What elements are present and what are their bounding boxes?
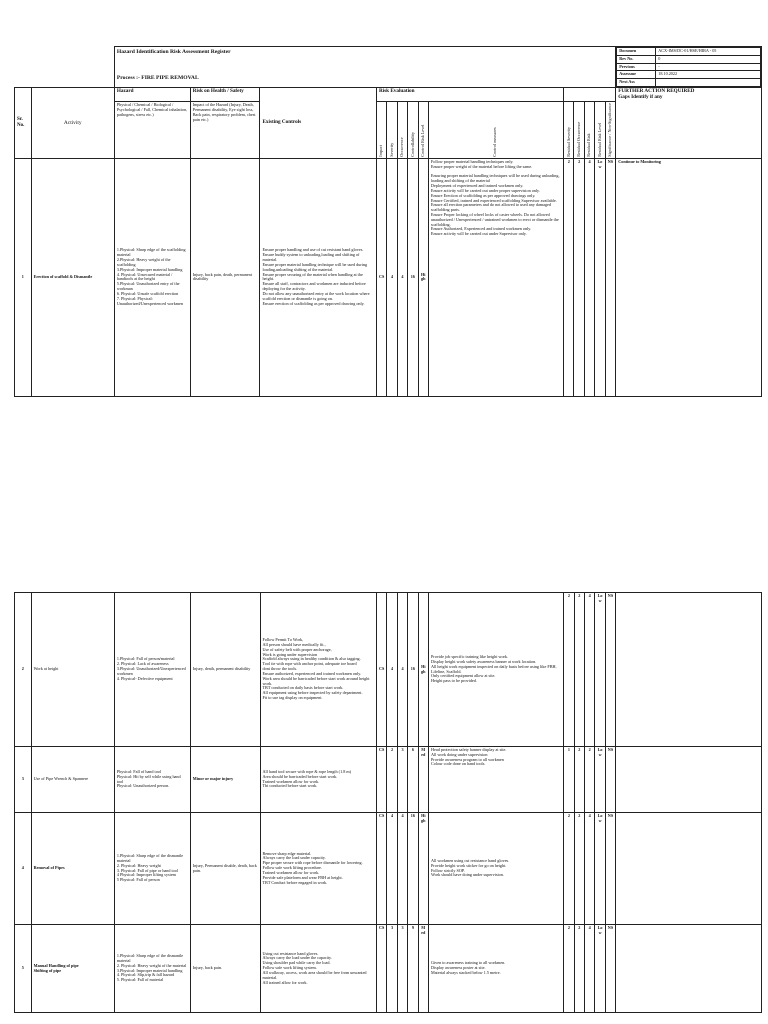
row-activity: Manual Handling of pipe Shifting of pipe <box>31 925 114 1013</box>
table-row <box>15 158 762 396</box>
row-severity: 4 <box>387 813 397 925</box>
row-occurrence: 3 <box>397 925 407 1013</box>
register-table-page-1 <box>14 46 762 397</box>
meta-key: Documen <box>617 48 656 56</box>
col-header-control-risk-level: Control Risk Level <box>418 102 428 159</box>
row-risk-level: High <box>418 813 428 925</box>
register-page-1 <box>14 46 762 397</box>
row-control-measures: Head protection safety banner display at site. All work doing under supervision Provide awareness program to all workmen Colour code done on hand tools. <box>428 747 563 813</box>
meta-key: Previous <box>617 63 656 71</box>
row-controllability: 9 <box>408 925 418 1013</box>
row-further-action <box>616 593 762 747</box>
row-controllability: 16 <box>408 158 418 396</box>
col-header-controllability: Controllability <box>408 102 418 159</box>
row-hazard: 1.Physical: Fall of person/material 2. Physical: Lack of awareness 3.Physical: Unauthorized/Unexperienced workmen 4. Physical- Defective equipment <box>114 593 190 747</box>
row-sr-no: 3 <box>15 747 32 813</box>
row-residual-severity: 2 <box>564 925 574 1013</box>
meta-value: - <box>656 63 761 71</box>
col-header-occurrence: Occurrence <box>397 102 407 159</box>
row-risk-level: Med <box>418 925 428 1013</box>
row-existing-controls: Remove sharp edge material. Always carry the load under capacity. Pipe proper secure with rope before dismantle for lowering. Follow safe work lifting procedure. Trained workmen allow for work. Provide safe plateform and wear FBH at height. TBT Conduct before engaged in work. <box>260 813 377 925</box>
row-occurrence: 3 <box>397 747 407 813</box>
col-header-severity: Severity <box>387 102 397 159</box>
row-occurrence: 4 <box>397 593 407 747</box>
process-name: Process :- FIRE PIPE REMOVAL <box>116 75 199 82</box>
row-risk: Injury, Permanent disable, death, back pain. <box>190 813 260 925</box>
row-risk-level: Med <box>418 747 428 813</box>
register-page-2 <box>14 592 762 1013</box>
col-header-existing-controls: Existing Controls <box>260 88 376 159</box>
row-residual-risk: 2 <box>585 747 595 813</box>
row-activity: Use of Pipe Wrench & Spannere <box>31 747 114 813</box>
row-residual-risk-level: Low <box>595 813 605 925</box>
row-severity: 4 <box>387 593 397 747</box>
row-residual-risk: 4 <box>584 158 594 396</box>
further-action-sublabel: Gaps Identify if any <box>618 94 663 101</box>
col-header-residual-risk-level: Residual Risk Level <box>595 102 605 159</box>
col-header-risk-evaluation: Risk Evaluation <box>376 88 563 102</box>
meta-key: Rev No. <box>617 55 656 63</box>
row-residual-risk-level: Low <box>595 747 605 813</box>
row-residual-risk-level: Low <box>595 158 605 396</box>
further-action-label: FURTHER ACTION REQUIRED <box>618 88 695 95</box>
row-controllability: 16 <box>408 813 418 925</box>
row-control-measures: Given to awareness training to all workmen. Display awareness poster at site. Material always stacked below 1.5 metre. <box>428 925 563 1013</box>
meta-key: Next Ass <box>617 79 656 87</box>
row-residual-risk-level: Low <box>595 593 605 747</box>
table-row <box>15 747 762 813</box>
row-sr-no: 5 <box>15 925 32 1013</box>
row-risk: Injury, death, permanent disability <box>190 593 260 747</box>
row-existing-controls: Using cut resistance hand gloves. Always carry the load under the capacity. Using shoulder pad while carry the load. Follow safe work lifting system. All walkway, access, work area should be free from unwanted material. All trained allow for work. <box>260 925 377 1013</box>
row-severity: 4 <box>387 158 397 396</box>
row-residual-occurrence: 2 <box>574 925 584 1013</box>
col-header-significance: Significance / Non-Significance <box>605 102 616 159</box>
row-further-action: Continue to Monitoring <box>616 158 762 396</box>
row-significance: NS <box>605 925 615 1013</box>
row-existing-controls: Follow Permit To Work, All person should have medically fit., Use of safety belt with proper anchorage, Work is going under supervision Scaffold always using in healthy condition & also tagging. Tool tie with rope with anchor point, adequate toe board dont throw the tools. Ensure authorized, experienced and trained workmen only. Work area should be barricaded before start work around height work. TBT conducted on daily basis before start work. All equipment using before inspected by safety department. Fit to use tag display on equipment. <box>260 593 377 747</box>
row-impact: CS <box>377 747 387 813</box>
col-header-control-measures: Control measures <box>428 102 563 159</box>
row-residual-risk: 4 <box>585 925 595 1013</box>
row-residual-occurrence: 2 <box>574 158 584 396</box>
meta-value: 0 <box>656 55 761 63</box>
col-header-sr-no: Sr. No. <box>15 88 32 159</box>
col-header-residual-severity: Residual Severity <box>564 102 574 159</box>
row-controllability: 6 <box>408 747 418 813</box>
row-significance: NS <box>605 747 615 813</box>
row-further-action <box>616 925 762 1013</box>
row-sr-no: 4 <box>15 813 32 925</box>
row-residual-occurrence: 2 <box>574 813 584 925</box>
row-risk: Injury, back pain. <box>190 925 260 1013</box>
row-risk-level: High <box>418 593 428 747</box>
table-row <box>15 593 762 747</box>
row-significance: NS <box>605 813 615 925</box>
meta-value <box>656 79 761 87</box>
row-significance: NS <box>605 158 616 396</box>
col-header-residual-blank <box>564 88 616 102</box>
row-sr-no: 2 <box>15 593 32 747</box>
col-header-activity: Activity <box>31 88 114 159</box>
col-subheader-risk: Impact of the Hazard (Injury, Death, Permanent disability, Eye sight loss, Back pain, respiratory problem, chest pain etc.) <box>190 102 260 159</box>
row-residual-severity: 2 <box>564 593 574 747</box>
row-impact: CS <box>377 925 387 1013</box>
row-existing-controls: Ensure proper handling and use of cut resistant hand gloves. Ensure buddy system to unloading,loading and shifting of material. Ensure proper material handling technique will be used during loading,unloading shifting of the material. Ensure proper securing of the material when handling at the height. Ensure all staff, contractors and workmen are inducted before deploying for the activity. Do not allow any unauthorized entry at the work location where scaffold erection or dismantle is going on. Ensure erection of scaffolding as per approved drawing only. <box>260 158 376 396</box>
row-sr-no: 1 <box>15 158 32 396</box>
row-controllability: 16 <box>408 593 418 747</box>
col-header-risk: Risk on Health / Safety <box>190 88 260 102</box>
row-residual-severity: 2 <box>564 158 574 396</box>
row-further-action <box>616 813 762 925</box>
title-cell <box>114 47 615 88</box>
row-risk-level: High <box>418 158 428 396</box>
row-existing-controls: All hand tool secure with rope & rope length (1.8 m) Area should be barricaded before start work. Trained workmen allow for work. Tbt conducted before start work. <box>260 747 377 813</box>
row-risk: Injury, back pain, death, permanent disability <box>190 158 260 396</box>
row-impact: CS <box>376 158 386 396</box>
row-activity: Work at height <box>31 593 114 747</box>
table-row <box>15 813 762 925</box>
row-hazard: Physical: Fall of hand tool Physical: Hit by self while using hand tool Physical: Unauthorized person. <box>114 747 190 813</box>
row-activity: Removal of Pipes <box>31 813 114 925</box>
meta-key: Assessme <box>617 71 656 79</box>
row-residual-risk: 4 <box>585 593 595 747</box>
row-hazard: 1.Physical: Sharp edge of the dismantle material 2. Physical: Heavy weight of the material 3.Physical: Improper material handling 4. Physical: Slip,trip & fall hazard 5. Physical: Fall of material <box>114 925 190 1013</box>
document-title: Hazard Identification Risk Assessment Register <box>116 49 231 55</box>
register-table-page-2 <box>14 592 762 1013</box>
col-header-residual-risk: Residual Risk <box>584 102 594 159</box>
row-occurrence: 4 <box>397 813 407 925</box>
header-blank <box>15 47 115 88</box>
meta-value: 18.10.2022 <box>656 71 761 79</box>
row-residual-severity: 2 <box>564 813 574 925</box>
meta-value: ACX-IMS/DC-01/HSE/HIRA - 05 <box>656 48 761 56</box>
col-header-impact: Impact <box>376 102 386 159</box>
row-occurrence: 4 <box>397 158 407 396</box>
col-subheader-hazard: Physical / Chemical / Biological / Psychological / Fall, Chemical inhalation, pathogens, stress etc.) <box>114 102 190 159</box>
row-hazard: 1.Physical: Sharp edge of the scaffolding material 2.Physical: Heavy weight of the scaffolding 3.Physical: Improper material handling 4. Physical: Unsecured material / handtools at the height 5.Physical: Unauthorized entry of the workman 6. Physical: Unsafe scaffold erection 7. Physical: Physical: Unauthorized/Unexperienced workmen <box>114 158 190 396</box>
row-severity: 2 <box>387 747 397 813</box>
row-impact: CS <box>377 813 387 925</box>
row-significance: NS <box>605 593 615 747</box>
row-control-measures: All workmen using cut resistance hand gloves. Provide height work sticker for go on height. Follow strictly SOP. Work should have doing under supervision. <box>428 813 563 925</box>
row-impact: CS <box>377 593 387 747</box>
row-hazard: 1.Physical: Sharp edge of the dismantle material 2. Physical: Heavy weight 3. Physical: Fall of pipe or hand tool 4 Physical: Improper lifting system 5 Physical: Fall of person <box>114 813 190 925</box>
row-residual-severity: 1 <box>564 747 574 813</box>
row-severity: 3 <box>387 925 397 1013</box>
table-row <box>15 925 762 1013</box>
row-residual-risk-level: Low <box>595 925 605 1013</box>
row-activity: Erection of scaffold & Dismantle <box>31 158 114 396</box>
row-control-measures: Follow proper material handling techniques only. Ensure proper weight of the material before lifting the same. Ensuring proper material handling techniques will be used during unloading, loading and shifting of the material Deployment of experienced and trained workmen only. Ensure activity will be carried out under proper supervision only. Ensure Erection of scaffolding as per approved drawings only. Ensure Certified, trained and experienced scaffolding Supervisor available. Ensure all erection parameters and do not allowed to used any damaged scaffolding parts. Ensure Proper locking of wheel locks of caster wheels. Do not allowed unauthorized / Unexperienced / untrained workmen to erect or dismantle the scaffolding. Ensure Authorized, Experienced and trained workmen only. Ensure activity will be carried out under Supervisor only. <box>428 158 563 396</box>
col-header-residual-occurrence: Residual Occurrence <box>574 102 584 159</box>
row-control-measures: Provide job specific training like height work. Display height work safety awareness banner at work location. All height work equipment inspected on daily basis before using like FBH, Lifeline, Scaffold. Only certified equipment allow at site. Height pass to be provided. <box>428 593 563 747</box>
row-residual-occurrence: 2 <box>574 747 584 813</box>
row-risk: Minor or major injury <box>190 747 260 813</box>
col-header-further-action <box>616 88 762 159</box>
document-meta <box>616 47 762 88</box>
row-residual-occurrence: 2 <box>574 593 584 747</box>
row-residual-risk: 4 <box>585 813 595 925</box>
col-header-hazard: Hazard <box>114 88 190 102</box>
row-further-action <box>616 747 762 813</box>
